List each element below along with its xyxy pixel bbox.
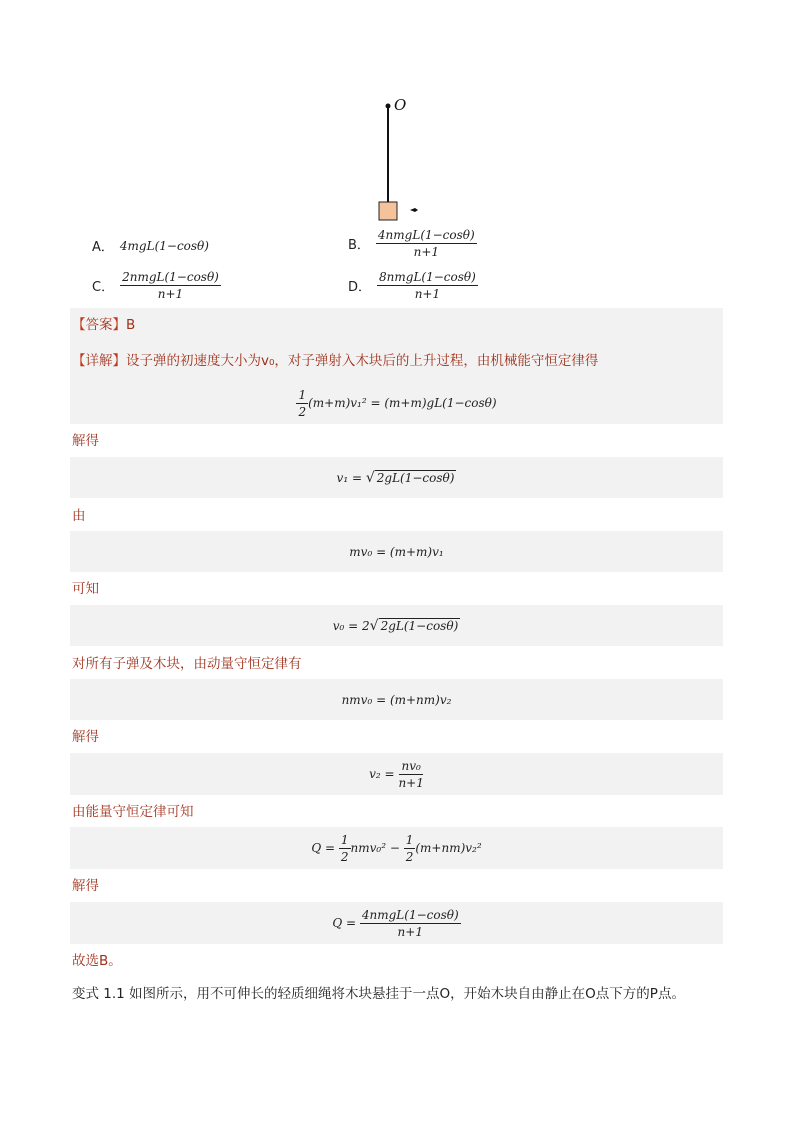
option-c: [92, 270, 221, 301]
eq7-mid: nmv₀² −: [350, 841, 400, 855]
equation-1: [70, 384, 723, 422]
equation-7: [70, 827, 723, 869]
option-d-numerator: 8nmgL(1−cosθ): [379, 270, 476, 284]
eq7-numerator-2: 1: [405, 832, 414, 847]
option-c-fraction: [120, 270, 221, 301]
equation-6: [70, 753, 723, 795]
step-7: 解得: [72, 878, 99, 894]
equation-3: mv₀ = (m+m)v₁: [70, 531, 723, 572]
eq7-numerator-1: 1: [340, 832, 349, 847]
eq4-lhs: v₀ = 2: [332, 618, 370, 633]
answer-bracket-open: 【: [72, 317, 86, 333]
eq8-numerator: 4nmgL(1−cosθ): [361, 907, 459, 922]
option-b: [348, 228, 477, 259]
sqrt-icon: √: [369, 617, 379, 634]
sqrt-icon: √: [365, 469, 375, 486]
detail-bracket-open: 【: [72, 353, 86, 369]
equation-5: nmv₀ = (m+nm)v₂: [70, 679, 723, 720]
option-b-letter: B．: [348, 238, 370, 253]
eq6-fraction: [398, 759, 423, 790]
answer-value: B: [126, 317, 136, 333]
eq7-denominator-1: 2: [340, 849, 349, 864]
eq4-radicand: 2gL(1−cosθ): [380, 618, 459, 633]
eq7-denominator-2: 2: [405, 849, 414, 864]
answer-bracket-close: 】: [112, 317, 126, 333]
eq2-lhs: v₁ =: [336, 470, 363, 485]
option-b-numerator: 4nmgL(1−cosθ): [377, 228, 475, 242]
option-a: [92, 236, 209, 255]
eq6-lhs: v₂ =: [369, 767, 395, 781]
option-d-denominator: n+1: [414, 287, 441, 301]
option-c-denominator: n+1: [157, 287, 184, 301]
eq7-tail: (m+nm)v₂²: [415, 841, 482, 855]
eq7-lhs: Q =: [311, 841, 336, 855]
conclusion: 故选B。: [72, 953, 122, 969]
option-d-fraction: [377, 270, 478, 301]
option-c-letter: C．: [92, 280, 115, 295]
answer-line: [72, 315, 135, 335]
eq6-denominator: n+1: [398, 775, 424, 790]
eq1-rest: (m+m)v₁² = (m+m)gL(1−cosθ): [308, 396, 497, 410]
option-a-expr: 4mgL(1−cosθ): [119, 238, 209, 253]
step-6: 由能量守恒定律可知: [72, 804, 194, 820]
eq8-denominator: n+1: [397, 924, 423, 939]
variant-problem: 变式 1.1 如图所示，用不可伸长的轻质细绳将木块悬挂于一点O，开始木块自由静止在O点下方的P点。: [72, 986, 685, 1002]
answer-label: 答案: [85, 317, 113, 333]
step-5: 解得: [72, 729, 99, 745]
option-d: [348, 270, 478, 301]
eq7-fraction-1: [339, 833, 351, 864]
eq1-fraction: [296, 388, 308, 419]
eq7-fraction-2: [404, 833, 416, 864]
detail-bracket-close: 】: [112, 353, 126, 369]
eq1-numerator: 1: [298, 387, 307, 402]
option-c-numerator: 2nmgL(1−cosθ): [122, 270, 219, 284]
option-b-denominator: n+1: [413, 245, 440, 259]
detail-line: [72, 351, 598, 371]
equation-4: [70, 605, 723, 646]
equation-2: [70, 457, 723, 498]
eq4-sqrt: [370, 618, 461, 634]
eq8-lhs: Q =: [332, 916, 357, 930]
eq1-denominator: 2: [298, 404, 307, 419]
bullet-icon: [410, 208, 418, 212]
step-1: 解得: [72, 433, 99, 449]
step-3: 可知: [72, 581, 99, 597]
equation-8: [70, 902, 723, 944]
eq8-fraction: [360, 908, 461, 939]
eq6-numerator: nv₀: [401, 758, 421, 773]
detail-intro: 设子弹的初速度大小为v₀，对子弹射入木块后的上升过程，由机械能守恒定律得: [126, 353, 599, 369]
step-2: 由: [72, 508, 86, 524]
step-4: 对所有子弹及木块，由动量守恒定律有: [72, 656, 302, 672]
eq2-sqrt: [366, 470, 457, 486]
option-b-fraction: [376, 228, 477, 259]
wood-block: [379, 202, 397, 220]
eq2-radicand: 2gL(1−cosθ): [376, 470, 455, 485]
detail-label: 详解: [85, 353, 113, 369]
pendulum-figure: [360, 95, 440, 225]
pivot-label: O: [394, 96, 407, 114]
option-a-letter: A．: [92, 240, 114, 255]
option-d-letter: D．: [348, 280, 372, 295]
